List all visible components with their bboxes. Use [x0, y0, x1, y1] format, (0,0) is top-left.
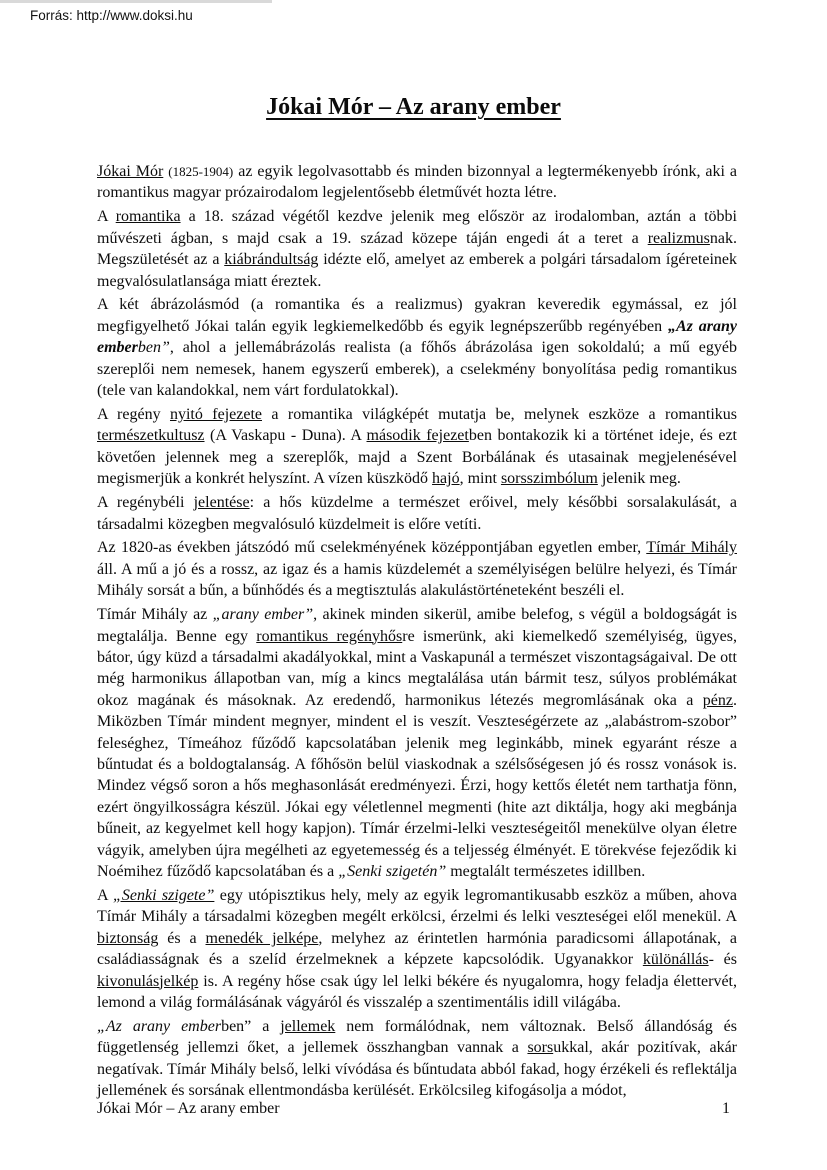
text-run: idézte elő, amelyet az emberek a polgári társadalom ígéreteinek megvalósulatlansága miatt éreztek.: [97, 251, 737, 290]
text-run: kivonulásjelkép: [97, 972, 199, 990]
text-run: „Az arany ember: [97, 317, 738, 357]
scan-artifact: [0, 0, 272, 3]
page-number: 1: [722, 1100, 730, 1117]
text-run: ukkal, akár pozitívak, akár negatívak. Tímár Mihály belső, lelki vívódása és bűntudata abból fakad, hogy érzékeli és reflektálja jellemének és sorsának ellentmondásba kerülését. Erkölcsileg kifogásolja a módot,: [97, 1039, 737, 1100]
text-run: nak. Megszületését az a: [97, 229, 737, 269]
text-run: ben”: [137, 339, 170, 357]
text-run: nem formálódnak, nem változnak. Belső állandóság és függetlenség jellemzi őket, a jellemek összhangban vannak a: [97, 1017, 737, 1057]
text-run: „arany ember”: [212, 606, 314, 624]
paragraph: [97, 537, 737, 601]
text-run: jellemek: [280, 1017, 336, 1035]
paragraph: [97, 206, 737, 292]
text-run: pénz: [702, 691, 733, 709]
text-run: : a hős küzdelme a természet erőivel, mely későbbi sorsalakulását, a társadalmi közegben megvalósuló küzdelmeit is előre vetíti.: [97, 494, 738, 533]
text-run: ben bontakozik ki a történet ideje, és ezt követően jelennek meg a szereplők, majd a Szent Borbálának és utasainak megjelenésével megismerjük a konkrét helyszínt. A vízen küszködő: [97, 427, 738, 488]
text-run: „Az arany ember: [97, 1017, 222, 1035]
paragraph: [97, 404, 737, 490]
paragraph: [97, 294, 737, 401]
page-title-text: Jókai Mór – Az arany ember: [266, 94, 561, 120]
text-run: Tímár Mihály: [646, 539, 737, 557]
text-run: áll. A mű a jó és a rossz, az igaz és a hamis küzdelemét a személyiségen belülre helyezi, és Tímár Mihály sorsát a bűn, a bűnhődés és a megtisztulás alakulástörténeteként beszéli el.: [97, 560, 737, 600]
paragraph: [97, 492, 737, 535]
paragraph: [97, 885, 737, 1013]
text-run: , melyhez az érintetlen harmónia paradicsomi állapotának, a családiasságnak és a szelíd érzelmeknek a képzete kapcsolódik. Ugyanakkor: [97, 929, 737, 969]
text-run: és a: [158, 929, 206, 947]
text-run: hajó: [432, 470, 460, 488]
text-run: Tímár Mihály az: [97, 606, 213, 624]
text-run: „Senki szigete”: [113, 886, 215, 904]
paragraph: [97, 1016, 737, 1102]
text-run: romantikus regényhős: [256, 627, 403, 645]
text-run: természetkultusz: [97, 427, 205, 445]
text-run: , ahol a jellemábrázolás realista (a főhős ábrázolása igen sokoldalú; a mű egyéb szereplői nem nemesek, hanem egyszerű emberek), a cselekmény bonyolítása pedig romantikus (tele van kalandokkal, nem várt fordulatokkal).: [97, 339, 737, 400]
text-run: - és: [708, 951, 738, 969]
document-body: [97, 161, 737, 1104]
text-run: ben” a: [221, 1017, 281, 1035]
text-run: A regény: [97, 405, 170, 423]
paragraph: [97, 161, 737, 204]
text-run: re ismerünk, aki kiemelkedő személyiség, ügyes, bátor, úgy küzd a társadalmi akadályokkal, mint a Vaskapunál a természet viszontagságaival. De ott még harmonikus állapotban van, míg a kincs megtalálása után bármit tesz, súlyos problémákat okoz magának és másoknak. Az eredendő, harmonikus létezés megromlásának oka a: [97, 627, 738, 709]
text-run: romantika: [115, 208, 181, 226]
paragraph: [97, 604, 737, 882]
text-run: az egyik legolvasottabb és minden bizonnyal a legtermékenyebb írónk, aki a romantikus magyar prózairodalom legjelentősebb életművét hozta létre.: [97, 163, 738, 202]
text-run: A két ábrázolásmód (a romantika és a realizmus) gyakran keveredik egymással, ez jól megfigyelhető Jókai talán egyik legkiemelkedőbb és egyik legnépszerűbb regényében: [97, 296, 737, 335]
text-run: a 18. század végétől kezdve jelenik meg először az irodalomban, aztán a többi művészeti ágban, s majd csak a 19. század közepe táján engedi át a teret a: [97, 208, 737, 247]
text-run: különállás: [642, 951, 709, 969]
text-run: nyitó fejezete: [169, 405, 262, 423]
text-run: második fejezet: [366, 427, 469, 445]
text-run: . Miközben Tímár mindent megnyer, mindent el is veszít. Veszteségérzete az „alabástrom-szobor” feleséghez, Tímeához fűződő kapcsolatában jelenik meg leginkább, minek egyaránt része a bűntudat és a boldogtalanság. A főhősön belül viaskodnak a szélsőségesen jó és rossz vonások is. Mindez végső soron a hős meghasonlását eredményezi. Érzi, hogy kettős életét nem tarthatja fönn, ezért öngyilkosságra készül. Jókai egy véletlennel megmenti (hite azt diktálja, hogy aki megbánja bűneit, az kegyelmet kell hogy kapjon). Tímár érzelmi-lelki veszteségeitől menekülve olyan életre vágyik, amelyben újra megélheti az egyetemesség és a teljesség élményét. E törekvése fejeződik ki Noémihez fűződő kapcsolatában és a: [97, 691, 737, 880]
page-footer: [97, 1100, 730, 1118]
text-run: Az 1820-as években játszódó mű cselekményének középpontjában egyetlen ember,: [97, 539, 647, 557]
text-run: megtalált természetes idillben.: [446, 863, 646, 880]
text-run: jelenik meg.: [597, 470, 681, 488]
text-run: sors: [527, 1039, 554, 1057]
text-run: a romantika világképét mutatja be, melynek eszköze a romantikus: [262, 405, 738, 423]
text-run: kiábrándultság: [224, 251, 319, 269]
text-run: A: [97, 208, 116, 226]
source-note: Forrás: http://www.doksi.hu: [30, 8, 193, 23]
text-run: is. A regény hőse csak úgy lel lelki békére és nyugalomra, hogy feladja élettervét, lemond a világ formálásának vágyáról és visszalép a szentimentális idill világába.: [97, 972, 737, 1011]
text-run: menedék jelképe: [205, 929, 319, 947]
text-run: „Senki szigetén”: [338, 863, 447, 880]
text-run: (A Vaskapu - Duna). A: [204, 427, 367, 445]
text-run: A: [97, 886, 114, 904]
text-run: biztonság: [97, 929, 159, 947]
text-run: egy utópisztikus hely, mely az egyik legromantikusabb eszköz a műben, ahova Tímár Mihály a társadalmi közegben megélt erkölcsi, érzelmi és lelki veszteségei elől menekül. A: [97, 886, 738, 926]
footer-title: Jókai Mór – Az arany ember: [97, 1100, 280, 1117]
text-run: Jókai Mór: [97, 163, 164, 180]
text-run: (1825-1904): [168, 164, 234, 179]
text-run: , akinek minden sikerül, amibe belefog, s végül a boldogságát is megtalálja. Benne egy: [97, 606, 737, 645]
text-run: , mint: [459, 470, 501, 488]
text-run: A regénybéli: [97, 494, 194, 512]
text-run: realizmus: [647, 229, 710, 247]
text-run: jelentése: [193, 494, 250, 512]
page-title: [0, 94, 827, 121]
text-run: sorsszimbólum: [500, 470, 598, 488]
